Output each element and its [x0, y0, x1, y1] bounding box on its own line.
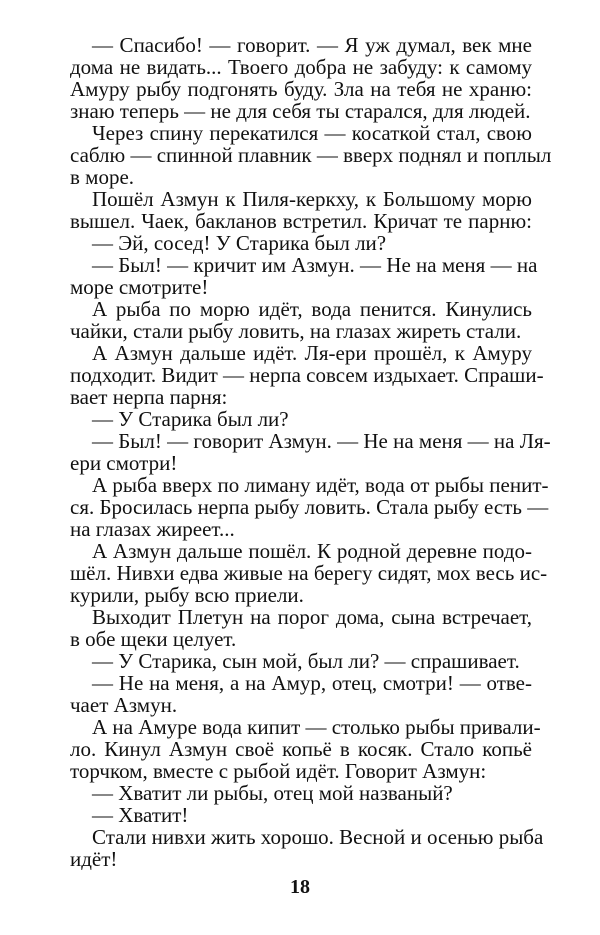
- paragraph-9: [70, 429, 551, 475]
- text-line: ся. Бросилась нерпа рыбу ловить. Стала рыбу есть —: [70, 495, 549, 519]
- text-line: ери смотри!: [70, 451, 178, 475]
- text-line: в море.: [70, 165, 135, 189]
- text-line: Выходит Плетун на порог дома, сына встречает,: [92, 605, 532, 629]
- paragraph-16: [70, 782, 532, 804]
- text-line: море смотрите!: [70, 275, 209, 299]
- text-line: вает нерпа парня:: [70, 385, 228, 409]
- text-line: — Хватит ли рыбы, отец мой названый?: [92, 781, 453, 805]
- text-line: чает Азмун.: [70, 693, 178, 717]
- paragraph-10: [70, 473, 549, 541]
- text-line: Стали нивхи жить хорошо. Весной и осенью рыба: [92, 825, 544, 849]
- paragraph-3: [70, 188, 532, 232]
- page-number: 18: [290, 876, 310, 898]
- paragraph-8: [70, 408, 532, 430]
- paragraph-18: [70, 825, 544, 871]
- paragraph-4: [70, 232, 532, 254]
- text-line: на глазах жиреет...: [70, 517, 235, 541]
- text-line: — Не на меня, а на Амур, отец, смотри! — отве-: [92, 671, 532, 695]
- paragraph-6: [70, 298, 532, 342]
- paragraph-14: [70, 672, 532, 716]
- text-line: — Спасибо! — говорит. — Я уж думал, век мне: [92, 33, 532, 57]
- paragraph-5: [70, 253, 538, 299]
- paragraph-15: [70, 715, 541, 783]
- text-line: — У Старика, сын мой, был ли? — спрашивает.: [92, 649, 520, 673]
- paragraph-1: [70, 34, 532, 122]
- text-line: — Хватит!: [92, 803, 189, 827]
- text-line: в обе щеки целует.: [70, 627, 237, 651]
- text-line: торчком, вместе с рыбой идёт. Говорит Азмун:: [70, 759, 487, 783]
- paragraph-12: [70, 606, 532, 650]
- text-line: Амуру рыбу подгонять буду. Зла на тебя не храню:: [70, 77, 532, 101]
- text-line: курили, рыбу всю приели.: [70, 583, 304, 607]
- text-line: подходит. Видит — нерпа совсем издыхает. Спраши-: [70, 363, 544, 387]
- text-line: — Был! — кричит им Азмун. — Не на меня — на: [92, 253, 538, 277]
- paragraph-17: [70, 804, 532, 826]
- text-line: — Эй, сосед! У Старика был ли?: [92, 231, 387, 255]
- text-line: дома не видать... Твоего добра не забуду: к самому: [70, 55, 532, 79]
- text-line: А Азмун дальше идёт. Ля-ери прошёл, к Амуру: [92, 341, 532, 365]
- text-line: знаю теперь — не для себя ты старался, для людей.: [70, 99, 531, 123]
- text-line: шёл. Нивхи едва живые на берегу сидят, мох весь ис-: [70, 561, 548, 585]
- text-line: вышел. Чаек, бакланов встретил. Кричат те парню:: [70, 209, 532, 233]
- text-line: Через спину перекатился — косаткой стал, свою: [92, 121, 532, 145]
- paragraph-13: [70, 650, 532, 672]
- page-body: [70, 33, 552, 871]
- text-line: чайки, стали рыбу ловить, на глазах жиреть стали.: [70, 319, 522, 343]
- text-line: Пошёл Азмун к Пиля-керкху, к Большому морю: [92, 187, 532, 211]
- text-line: — У Старика был ли?: [92, 407, 289, 431]
- text-line: идёт!: [70, 847, 118, 871]
- paragraph-11: [70, 539, 548, 607]
- text-line: А Азмун дальше пошёл. К родной деревне подо-: [92, 539, 532, 563]
- text-line: А рыба вверх по лиману идёт, вода от рыбы пенит-: [92, 473, 549, 497]
- paragraph-2: [70, 121, 552, 189]
- text-line: А на Амуре вода кипит — столько рыбы привали-: [92, 715, 541, 739]
- paragraph-7: [70, 341, 544, 409]
- text-line: А рыба по морю идёт, вода пенится. Кинулись: [92, 297, 532, 321]
- text-line: саблю — спинной плавник — вверх поднял и поплыл: [70, 143, 552, 167]
- text-line: — Был! — говорит Азмун. — Не на меня — на Ля-: [92, 429, 551, 453]
- text-line: ло. Кинул Азмун своё копьё в косяк. Стало копьё: [70, 737, 532, 761]
